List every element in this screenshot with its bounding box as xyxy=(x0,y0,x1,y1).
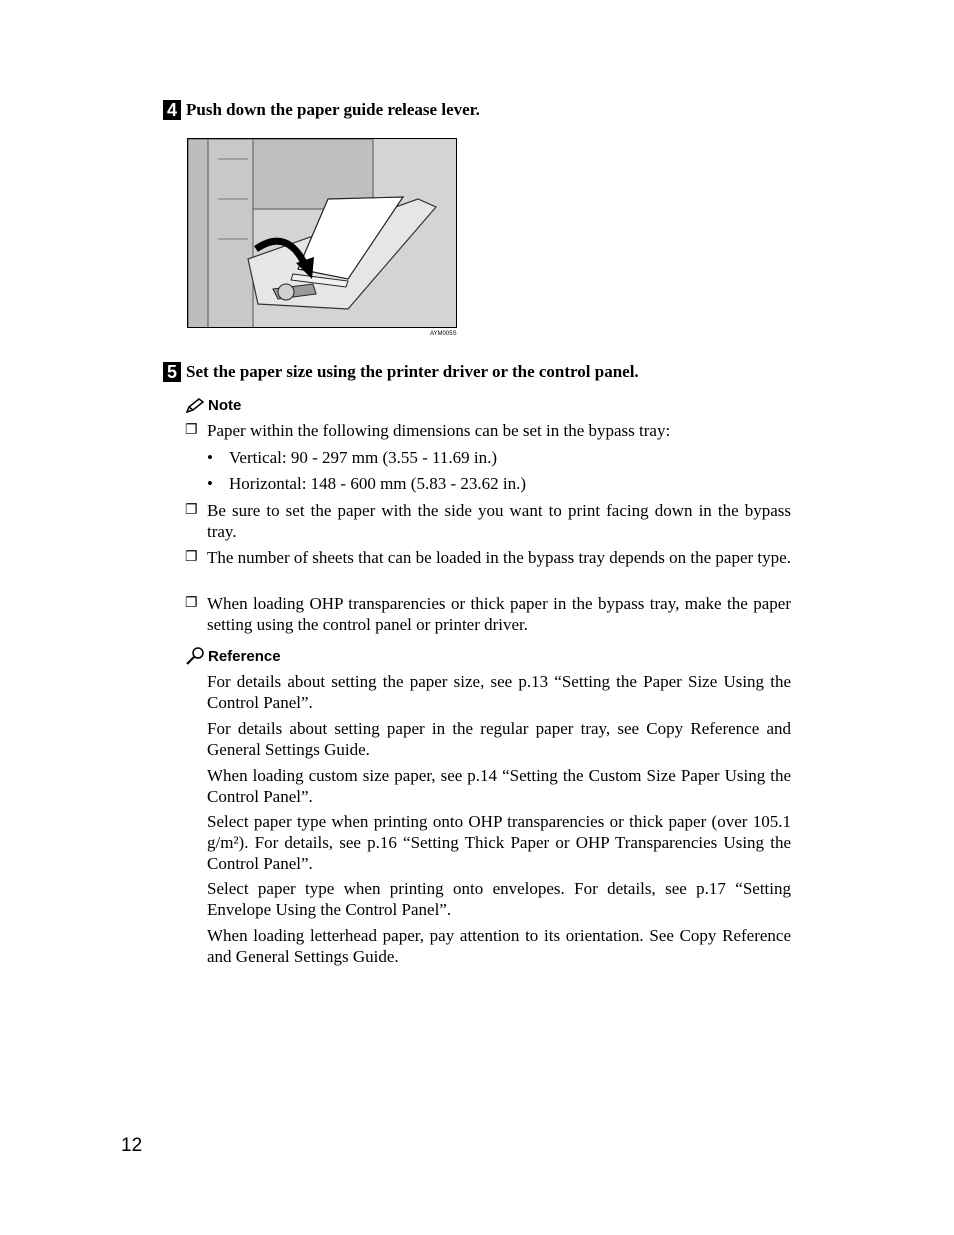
step-text: Push down the paper guide release lever. xyxy=(186,100,480,119)
checkbox-bullet-icon: ❐ xyxy=(185,423,198,438)
step-5 xyxy=(163,362,639,382)
checkbox-bullet-icon: ❐ xyxy=(185,550,198,565)
reference-paragraph: When loading letterhead paper, pay attention to its orientation. See Copy Reference and General Settings Guide. xyxy=(207,926,791,966)
pencil-icon xyxy=(185,398,205,414)
reference-paragraph: For details about setting the paper size, see p.13 “Setting the Paper Size Using the Control Panel”. xyxy=(207,672,791,712)
note-text: Paper within the following dimensions can be set in the bypass tray: xyxy=(207,421,671,440)
note-label: Note xyxy=(208,397,242,414)
bullet-icon: • xyxy=(207,448,213,467)
note-item xyxy=(185,547,791,568)
step-number: 4 xyxy=(163,100,181,120)
page-number: 12 xyxy=(121,1135,143,1156)
note-item xyxy=(185,420,791,441)
reference-paragraph: For details about setting paper in the regular paper tray, see Copy Reference and General Settings Guide. xyxy=(207,719,791,759)
checkbox-bullet-icon: ❐ xyxy=(185,596,198,611)
figure-code: AYM005S xyxy=(430,331,457,337)
reference-label: Reference xyxy=(208,647,281,665)
note-heading xyxy=(185,397,241,414)
note-text: Be sure to set the paper with the side you want to print facing down in the bypass tray. xyxy=(207,501,791,541)
note-item xyxy=(185,593,791,635)
bypass-tray-illustration xyxy=(187,138,457,328)
note-text: The number of sheets that can be loaded in the bypass tray depends on the paper type. xyxy=(207,548,791,567)
magnifier-icon xyxy=(185,647,205,665)
checkbox-bullet-icon: ❐ xyxy=(185,503,198,518)
bullet-item xyxy=(207,447,497,468)
reference-paragraph: Select paper type when printing onto OHP transparencies or thick paper (over 105.1 g/m²). For details, see p.16 “Setting Thick Paper or OHP Transparencies Using the Control Panel”. xyxy=(207,812,791,873)
step-number: 5 xyxy=(163,362,181,382)
bullet-icon: • xyxy=(207,474,213,493)
reference-heading xyxy=(185,647,281,665)
reference-paragraph: When loading custom size paper, see p.14 “Setting the Custom Size Paper Using the Control Panel”. xyxy=(207,766,791,806)
reference-paragraph: Select paper type when printing onto envelopes. For details, see p.17 “Setting Envelope Using the Control Panel”. xyxy=(207,879,791,919)
bullet-item xyxy=(207,473,526,494)
step-4 xyxy=(163,100,480,120)
bullet-text: Horizontal: 148 - 600 mm (5.83 - 23.62 in.) xyxy=(229,474,526,493)
note-text: When loading OHP transparencies or thick paper in the bypass tray, make the paper setting using the control panel or printer driver. xyxy=(207,594,791,634)
note-item xyxy=(185,500,791,542)
bullet-text: Vertical: 90 - 297 mm (3.55 - 11.69 in.) xyxy=(229,448,498,467)
step-text: Set the paper size using the printer driver or the control panel. xyxy=(186,362,639,381)
